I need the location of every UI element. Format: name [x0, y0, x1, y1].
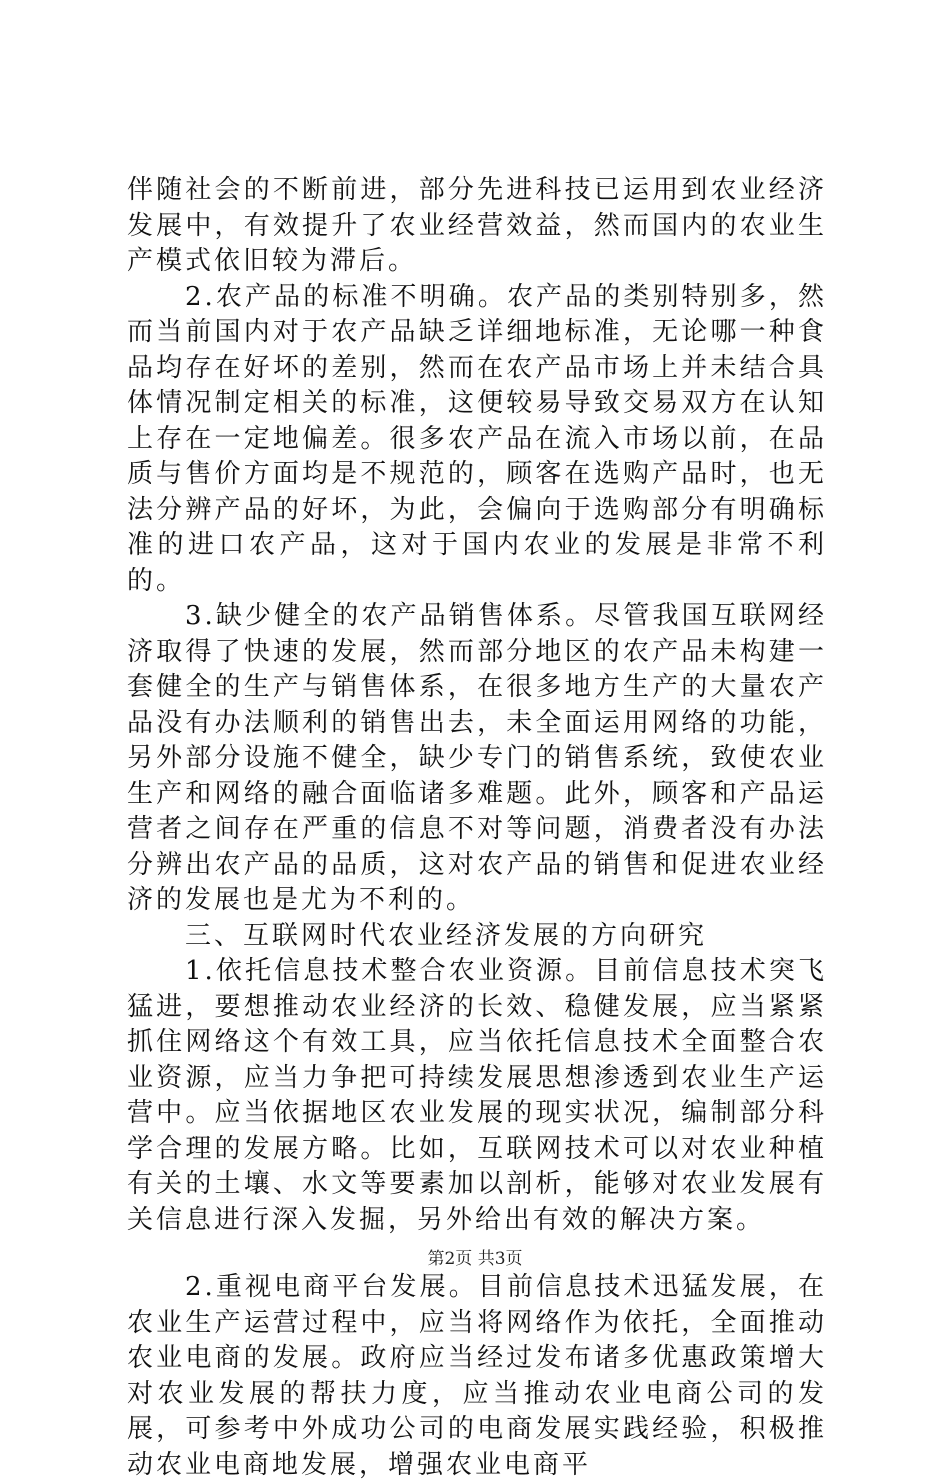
section-heading: 三、互联网时代农业经济发展的方向研究	[185, 920, 708, 951]
paragraph-sales-system: 3.缺少健全的农产品销售体系。尽管我国互联网经济取得了快速的发展，然而部分地区的农产品未构建一套健全的生产与销售体系，在很多地方生产的大量农产品没有办法顺利的销售出去，未全面运用网络的功能，另外部分设施不健全，缺少专门的销售系统，致使农业生产和网络的融合面临诸多难题。此外，顾客和产品运营者之间存在严重的信息不对等问题，消费者没有办法分辨出农产品的品质，这对农产品的销售和促进农业经济的发展也是尤为不利的。	[127, 601, 827, 915]
document-body	[127, 173, 827, 1483]
paragraph-continuation: 伴随社会的不断前进，部分先进科技已运用到农业经济发展中，有效提升了农业经营效益，然而国内的农业生产模式依旧较为滞后。	[127, 175, 827, 276]
page-number-footer: 第2页 共3页	[427, 1249, 523, 1269]
paragraph-ecommerce: 2.重视电商平台发展。目前信息技术迅猛发展，在农业生产运营过程中，应当将网络作为依托，全面推动农业电商的发展。政府应当经过发布诸多优惠政策增大对农业发展的帮扶力度，应当推动农业电商公司的发展，可参考中外成功公司的电商发展实践经验，积极推动农业电商地发展，增强农业电商平	[127, 1272, 827, 1480]
paragraph-information-technology: 1.依托信息技术整合农业资源。目前信息技术突飞猛进，要想推动农业经济的长效、稳健发展，应当紧紧抓住网络这个有效工具，应当依托信息技术全面整合农业资源，应当力争把可持续发展思想渗透到农业生产运营中。应当依据地区农业发展的现实状况，编制部分科学合理的发展方略。比如，互联网技术可以对农业种植有关的土壤、水文等要素加以剖析，能够对农业发展有关信息进行深入发掘，另外给出有效的解决方案。	[127, 956, 827, 1235]
paragraph-standards: 2.农产品的标准不明确。农产品的类别特别多，然而当前国内对于农产品缺乏详细地标准，无论哪一种食品均存在好坏的差别，然而在农产品市场上并未结合具体情况制定相关的标准，这便较易导致交易双方在认知上存在一定地偏差。很多农产品在流入市场以前，在品质与售价方面均是不规范的，顾客在选购产品时，也无法分辨产品的好坏，为此，会偏向于选购部分有明确标准的进口农产品，这对于国内农业的发展是非常不利的。	[127, 281, 827, 596]
